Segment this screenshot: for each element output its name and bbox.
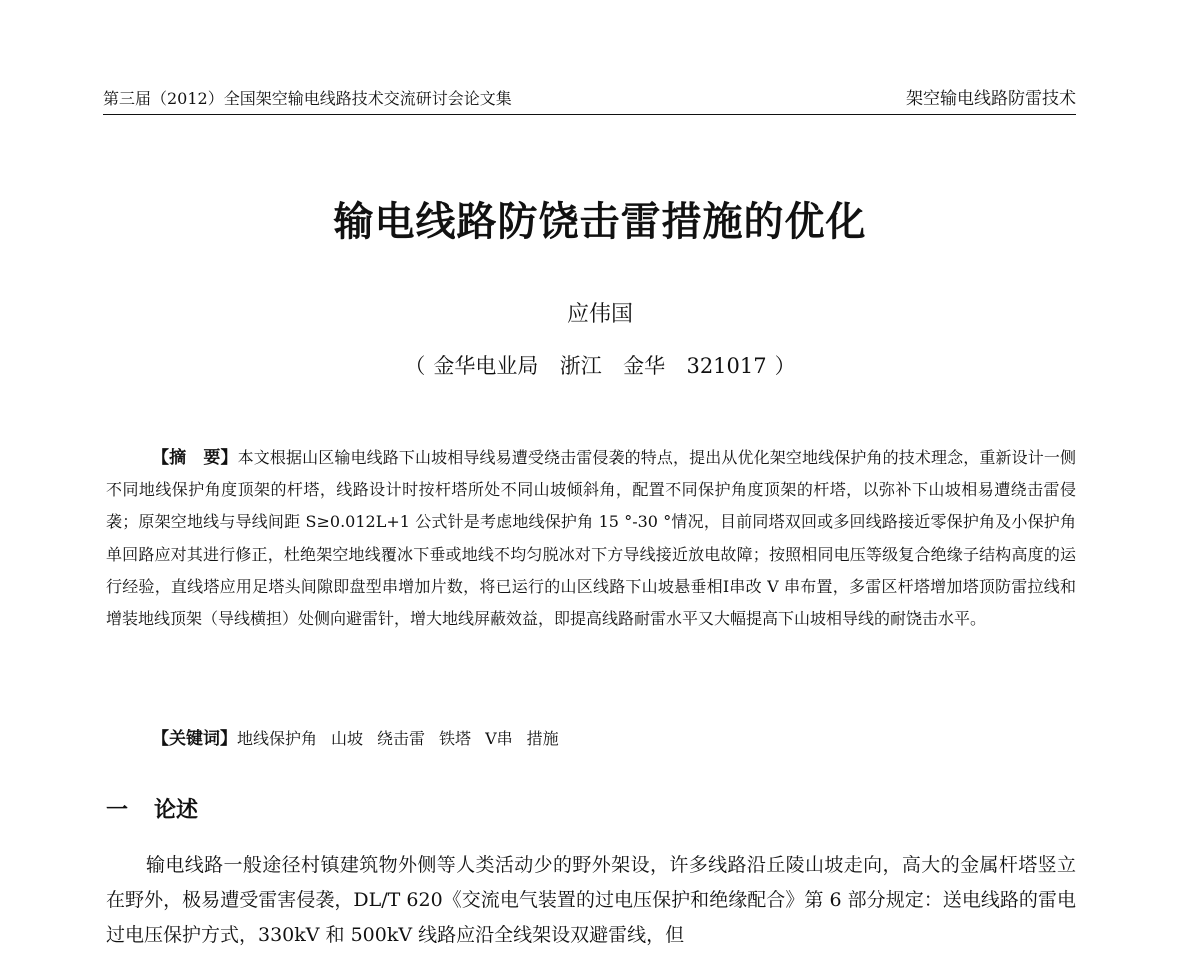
abstract-text: 本文根据山区输电线路下山坡相导线易遭受绕击雷侵袭的特点，提出从优化架空地线保护角的技术理念，重新设计一侧不同地线保护角度顶架的杆塔，线路设计时按杆塔所处不同山坡倾斜角，配置不同保护角度顶架的杆塔，以弥补下山坡相易遭绕击雷侵袭；原架空地线与导线间距 S≥0.012L+1 公式针是考虑地线保护角 15 °-30 °情况，目前同塔双回或多回线路接近零保护角及小保护角单回路应对其进行修正，杜绝架空地线覆冰下垂或地线不均匀脱冰对下方导线接近放电故障；按照相同电压等级复合绝缘子结构高度的运行经验，直线塔应用足塔头间隙即盘型串增加片数，将已运行的山区线路下山坡悬垂相Ⅰ串改 V 串布置，多雷区杆塔增加塔顶防雷拉线和增装地线顶架（导线横担）处侧向避雷针，增大地线屏蔽效益，即提高线路耐雷水平又大幅提高下山坡相导线的耐饶击水平。 bbox=[106, 448, 1076, 629]
keyword-item: 措施 bbox=[526, 729, 559, 748]
abstract bbox=[106, 442, 1076, 635]
paper-title: 输电线路防饶击雷措施的优化 bbox=[333, 199, 867, 245]
keywords-label: 【关键词】 bbox=[152, 729, 237, 749]
author-name: 应伟国 bbox=[566, 302, 633, 327]
affiliation-org: 金华电业局 bbox=[433, 354, 539, 378]
section-heading bbox=[106, 793, 198, 824]
abstract-label: 【摘 要】 bbox=[152, 448, 238, 468]
keyword-item: 铁塔 bbox=[439, 729, 472, 748]
keyword-item: 山坡 bbox=[331, 729, 364, 748]
running-header bbox=[103, 84, 1076, 115]
keyword-item: 绕击雷 bbox=[377, 729, 426, 748]
affiliation-close-paren: ） bbox=[774, 354, 796, 378]
section-number: 一 bbox=[106, 798, 129, 823]
affiliation bbox=[0, 350, 1200, 380]
keyword-item: V串 bbox=[485, 729, 513, 748]
keywords bbox=[152, 724, 573, 749]
header-proceedings-title: 第三届（2012）全国架空输电线路技术交流研讨会论文集 bbox=[103, 89, 512, 108]
affiliation-city: 金华 bbox=[623, 354, 666, 378]
keyword-item: 地线保护角 bbox=[237, 729, 318, 748]
section-title: 论述 bbox=[154, 798, 199, 823]
header-section-title: 架空输电线路防雷技术 bbox=[906, 89, 1076, 109]
affiliation-open-paren: （ bbox=[404, 354, 426, 378]
body-paragraph: 输电线路一般途径村镇建筑物外侧等人类活动少的野外架设，许多线路沿丘陵山坡走向，高大的金属杆塔竖立在野外，极易遭受雷害侵袭，DL/T 620《交流电气装置的过电压保护和绝缘配合》第 6 部分规定：送电线路的雷电过电压保护方式，330kV 和 500kV 线路应沿全线架设双避雷线，但 bbox=[106, 854, 1076, 946]
affiliation-province: 浙江 bbox=[559, 354, 602, 378]
affiliation-postcode: 321017 bbox=[686, 354, 767, 378]
